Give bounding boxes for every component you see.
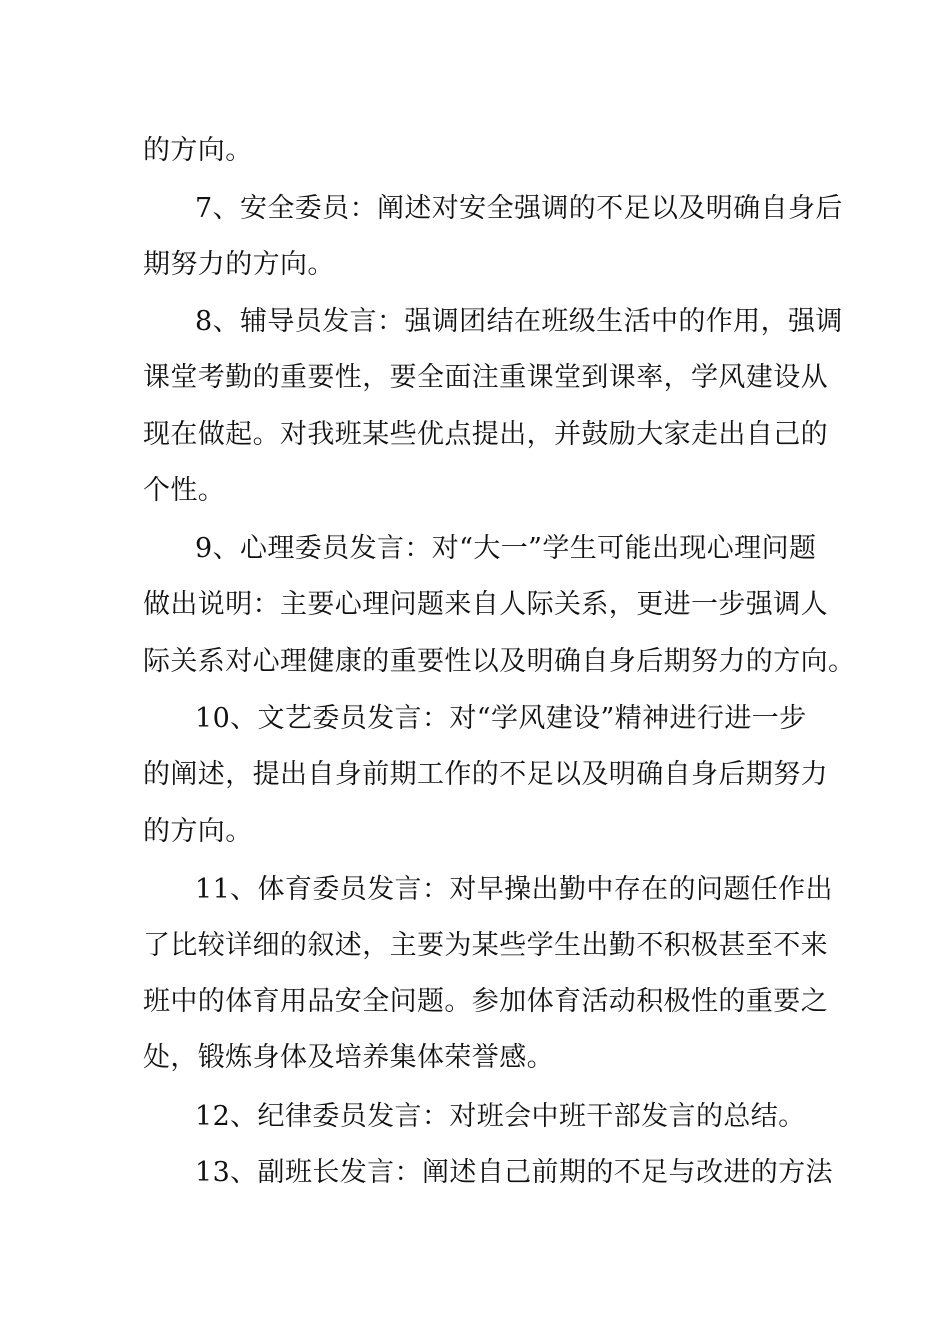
text-line: 个性。 [143, 475, 226, 506]
text-line: 期努力的方向。 [143, 249, 335, 280]
text-line: 现在做起。对我班某些优点提出，并鼓励大家走出自己的 [143, 419, 828, 450]
text-line: 11、体育委员发言：对早操出勤中存在的问题任作出 [195, 874, 833, 905]
text-line: 13、副班长发言：阐述自己前期的不足与改进的方法 [195, 1157, 833, 1188]
text-line: 的阐述，提出自身前期工作的不足以及明确自身后期努力 [143, 759, 828, 790]
text-line: 9、心理委员发言：对“大一”学生可能出现心理问题 [195, 533, 817, 564]
text-line: 际关系对心理健康的重要性以及明确自身后期努力的方向。 [143, 646, 856, 677]
text-line: 的方向。 [143, 135, 253, 166]
text-line: 7、安全委员：阐述对安全强调的不足以及明确自身后 [195, 193, 843, 224]
text-line: 10、文艺委员发言：对“学风建设”精神进行进一步 [195, 703, 807, 734]
text-line: 了比较详细的叙述，主要为某些学生出勤不积极甚至不来 [143, 930, 828, 961]
text-line: 12、纪律委员发言：对班会中班干部发言的总结。 [195, 1101, 806, 1132]
text-line: 做出说明：主要心理问题来自人际关系，更进一步强调人 [143, 589, 828, 620]
text-line: 课堂考勤的重要性，要全面注重课堂到课率，学风建设从 [143, 362, 828, 393]
text-line: 处，锻炼身体及培养集体荣誉感。 [143, 1042, 554, 1073]
text-line: 班中的体育用品安全问题。参加体育活动积极性的重要之 [143, 986, 828, 1017]
text-line: 的方向。 [143, 816, 253, 847]
text-line: 8、辅导员发言：强调团结在班级生活中的作用，强调 [195, 306, 843, 337]
